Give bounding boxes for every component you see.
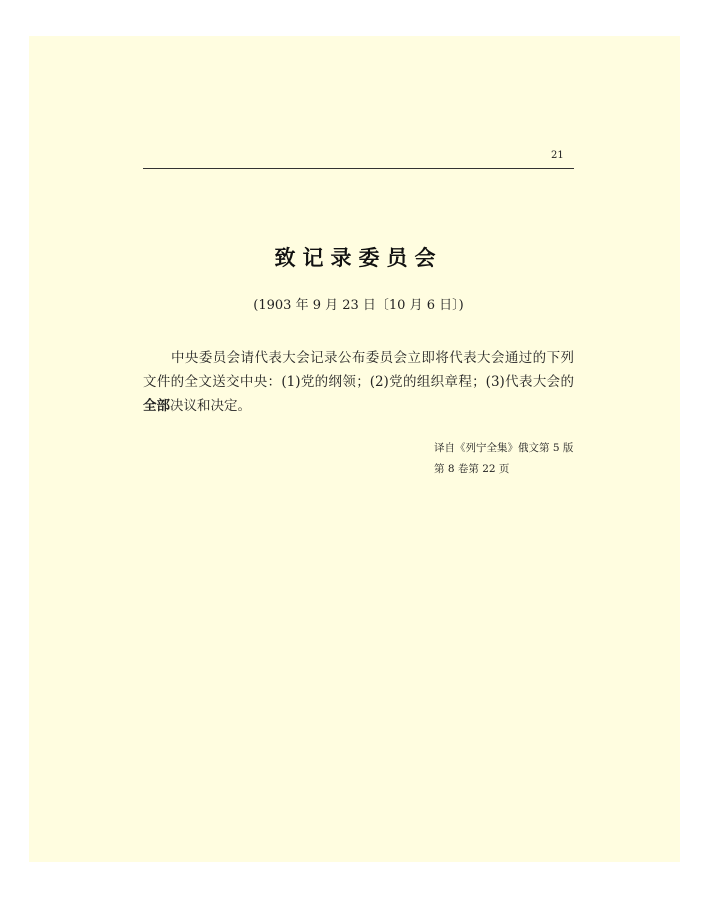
page-number: 21 — [551, 150, 564, 161]
document-title: 致记录委员会 — [274, 246, 443, 270]
source-line-2: 第 8 卷第 22 页 — [434, 463, 510, 475]
source-note — [434, 438, 584, 480]
source-line-1: 译自《列宁全集》俄文第 5 版 — [434, 442, 574, 454]
document-date: (1903 年 9 月 23 日〔10 月 6 日〕) — [253, 298, 464, 313]
body-text-emphasis: 全部 — [143, 398, 170, 414]
header-rule — [143, 168, 574, 169]
body-text-before: 中央委员会请代表大会记录公布委员会立即将代表大会通过的下列文件的全文送交中央：(1)党的纲领；(2)党的组织章程；(3)代表大会的 — [143, 350, 574, 390]
body-text-after: 决议和决定。 — [170, 398, 251, 414]
body-paragraph — [143, 346, 574, 418]
